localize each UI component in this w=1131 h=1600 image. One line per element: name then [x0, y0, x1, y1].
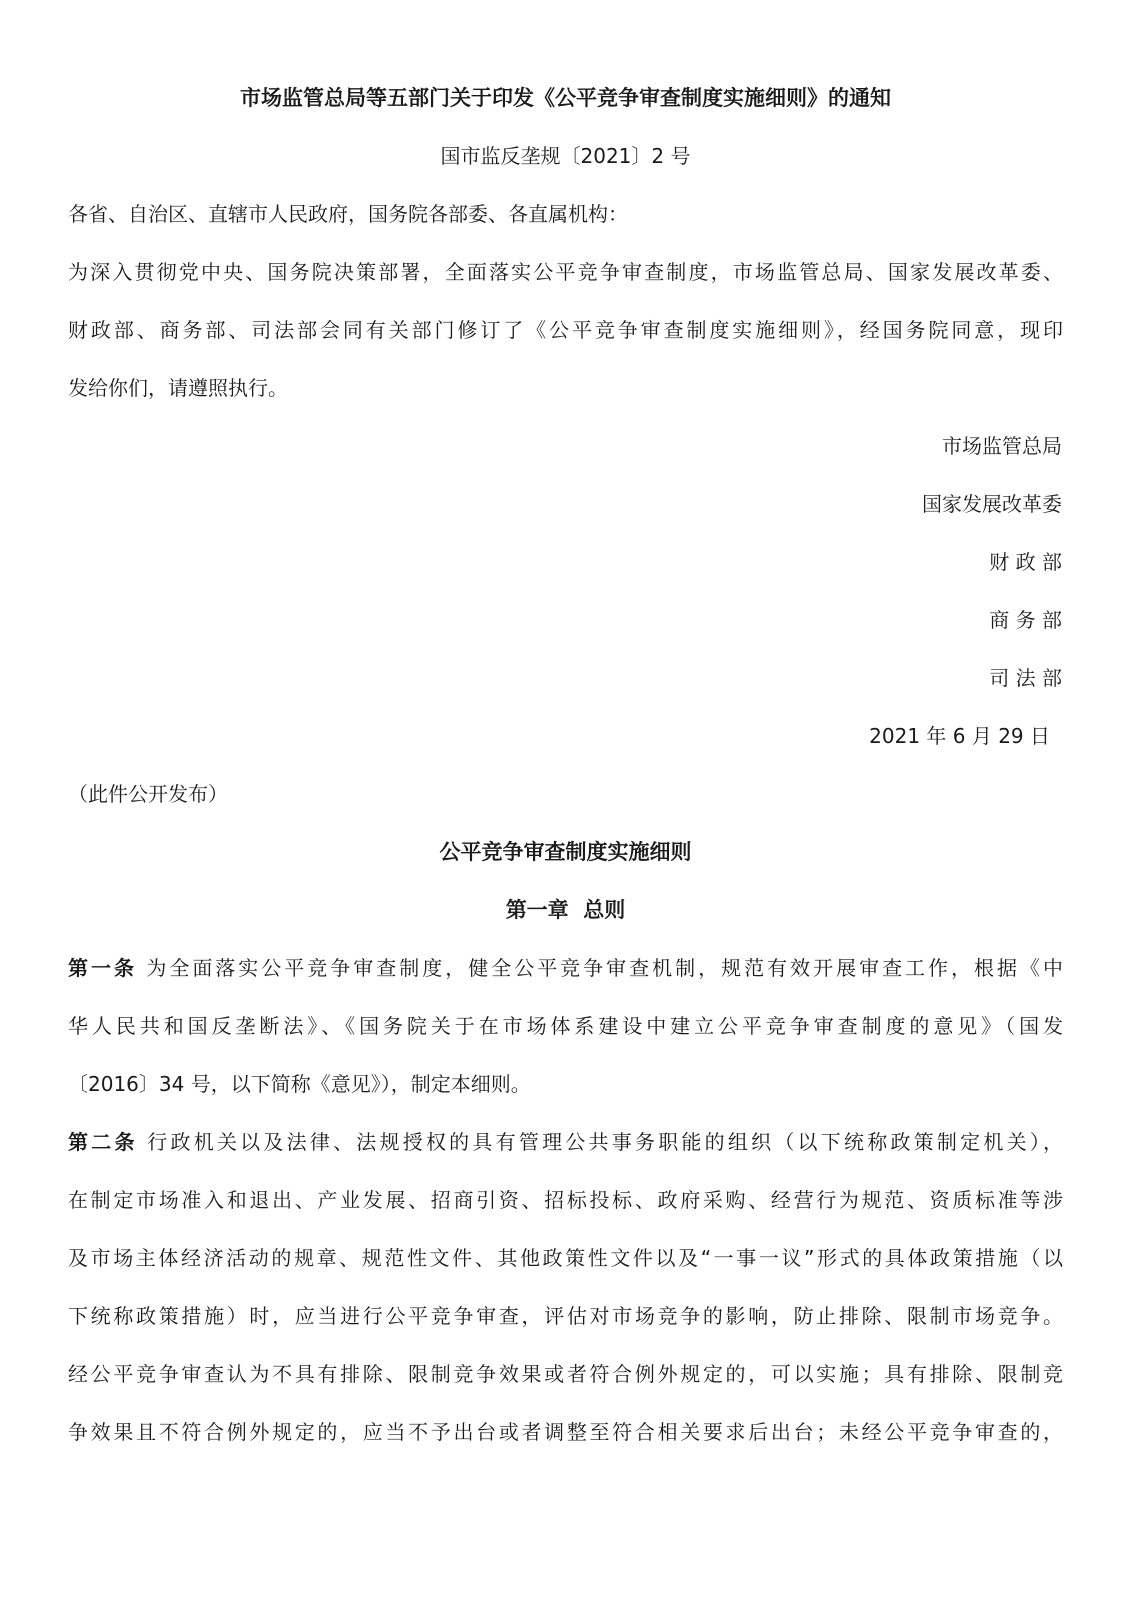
- article-label: 第二条: [68, 1130, 138, 1154]
- article-2-line: 争效果且不符合例外规定的，应当不予出台或者调整至符合相关要求后出台；未经公平竞争审查的，: [68, 1420, 1063, 1444]
- article-2-line: 下统称政策措施）时，应当进行公平竞争审查，评估对市场竞争的影响，防止排除、限制市场竞争。: [68, 1304, 1063, 1328]
- document-number: 国市监反垄规〔2021〕2 号: [440, 144, 691, 168]
- article-text: 行政机关以及法律、法规授权的具有管理公共事务职能的组织（以下统称政策制定机关），: [137, 1130, 1064, 1154]
- signatory: 财 政 部: [989, 550, 1062, 574]
- notice-body-line: 发给你们，请遵照执行。: [68, 376, 288, 400]
- publication-note: （此件公开发布）: [68, 782, 228, 806]
- signatory: 国家发展改革委: [922, 492, 1062, 516]
- notice-body-line: 财政部、商务部、司法部会同有关部门修订了《公平竞争审查制度实施细则》，经国务院同意，现印: [68, 318, 1063, 342]
- notice-body-line: 为深入贯彻党中央、国务院决策部署，全面落实公平竞争审查制度，市场监管总局、国家发展改革委、: [68, 260, 1063, 284]
- issue-date: 2021 年 6 月 29 日: [869, 724, 1050, 748]
- signatory: 市场监管总局: [942, 434, 1062, 458]
- article-2-line: 经公平竞争审查认为不具有排除、限制竞争效果或者符合例外规定的，可以实施；具有排除、限制竞: [68, 1362, 1063, 1386]
- article-2-line: 及市场主体经济活动的规章、规范性文件、其他政策性文件以及“一事一议”形式的具体政策措施（以: [68, 1246, 1063, 1270]
- article-1-first-line: [68, 954, 1063, 982]
- article-1-line: 华人民共和国反垄断法》、《国务院关于在市场体系建设中建立公平竞争审查制度的意见》（国发: [68, 1014, 1063, 1038]
- signatory: 商 务 部: [989, 608, 1062, 632]
- chapter-title: 第一章 总则: [505, 898, 626, 922]
- article-text: 为全面落实公平竞争审查制度，健全公平竞争审查机制，规范有效开展审查工作，根据《中: [136, 956, 1064, 980]
- article-1-line: 〔2016〕34 号，以下简称《意见》），制定本细则。: [68, 1072, 531, 1096]
- article-label: 第一条: [68, 956, 137, 980]
- notice-title: 市场监管总局等五部门关于印发《公平竞争审查制度实施细则》的通知: [240, 86, 891, 110]
- article-2-line: 在制定市场准入和退出、产业发展、招商引资、招标投标、政府采购、经营行为规范、资质标准等涉: [68, 1188, 1063, 1212]
- salutation: 各省、自治区、直辖市人民政府，国务院各部委、各直属机构：: [68, 202, 628, 226]
- article-2-first-line: [68, 1128, 1063, 1156]
- rules-title: 公平竞争审查制度实施细则: [439, 840, 692, 864]
- signatory: 司 法 部: [989, 666, 1062, 690]
